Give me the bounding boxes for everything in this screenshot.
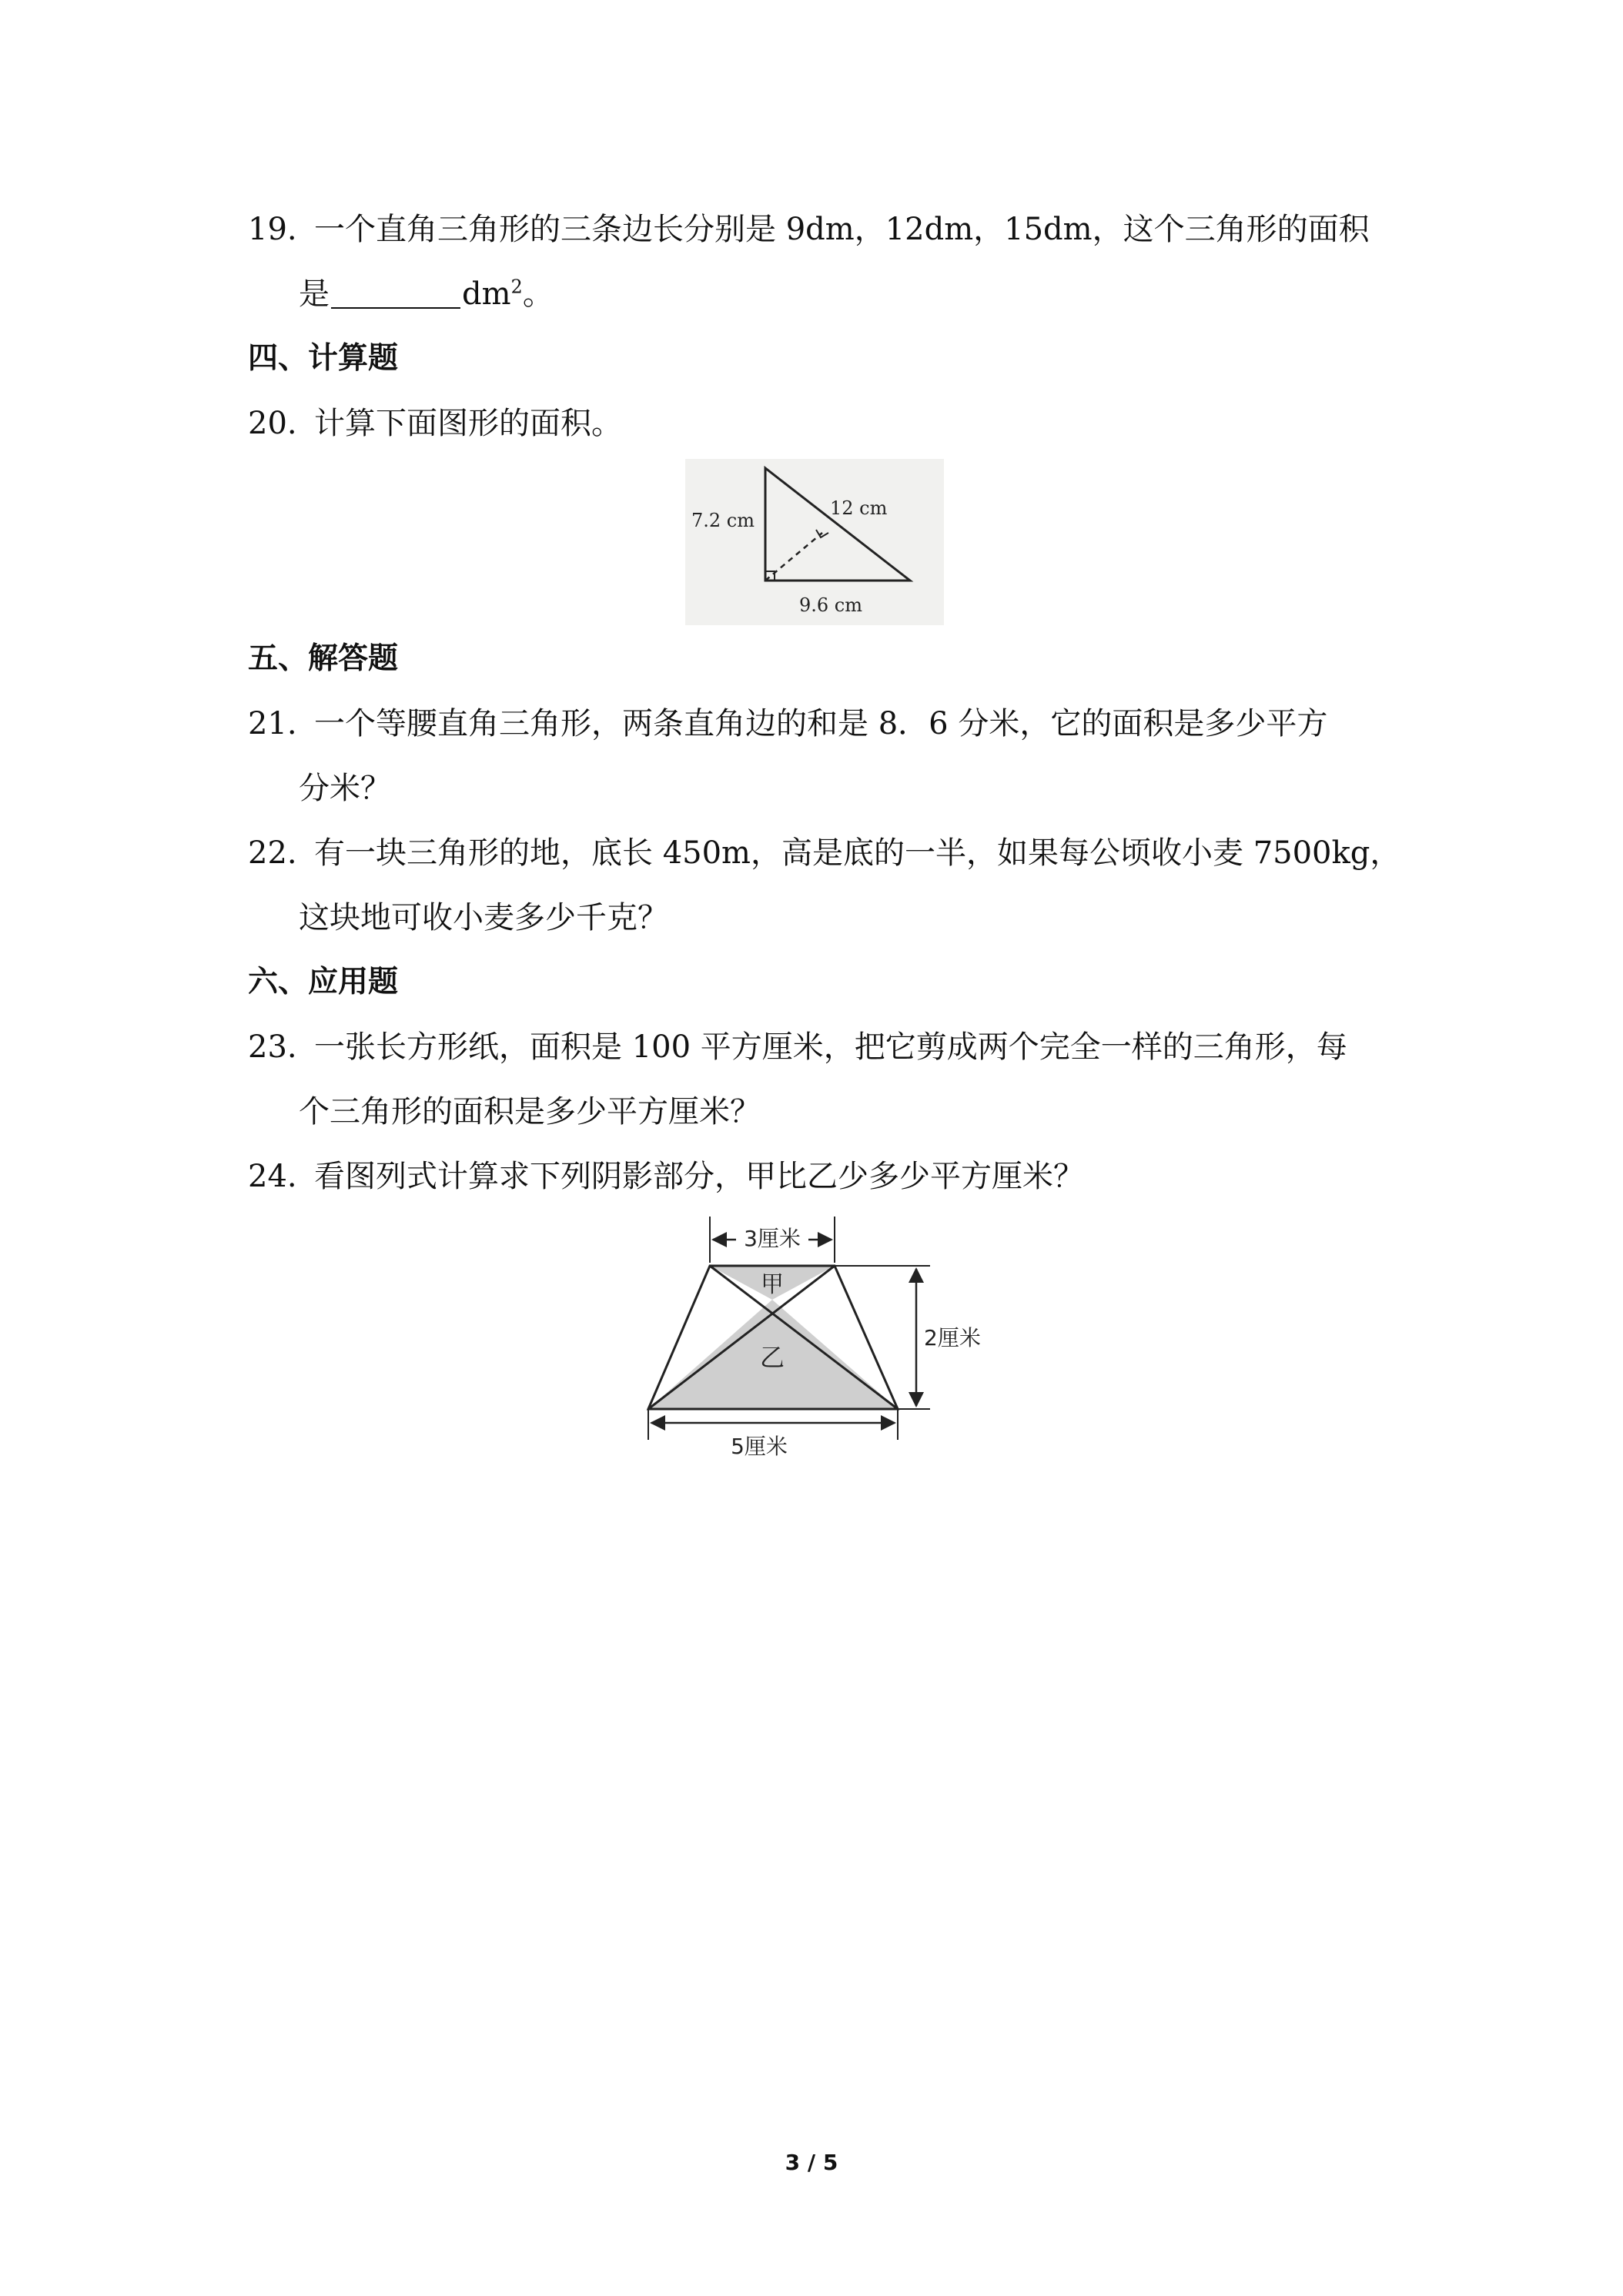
top-dimension-label: 3厘米 — [744, 1226, 801, 1251]
question-number: 20. — [248, 406, 297, 441]
figure-right-triangle — [685, 459, 944, 625]
question-text-suffix: 。 — [522, 276, 554, 312]
figure-trapezoid — [636, 1209, 1006, 1468]
section-heading-calculation: 四、计算题 — [248, 341, 399, 376]
question-text: 分米？ — [299, 771, 391, 806]
question-text: 一个直角三角形的三条边长分别是 9dm，12dm，15dm，这个三角形的面积 — [314, 212, 1370, 247]
left-side-label: 7.2 cm — [691, 510, 755, 531]
question-text: 一个等腰直角三角形，两条直角边的和是 8．6 分米，它的面积是多少平方 — [314, 706, 1328, 741]
question-text: 有一块三角形的地，底长 450m，高是底的一半，如果每公顷收小麦 7500kg， — [314, 835, 1401, 871]
section-heading-application: 六、应用题 — [248, 965, 399, 999]
question-text: 计算下面图形的面积。 — [314, 406, 622, 441]
question-text-prefix: 是 — [299, 276, 330, 312]
unit-exponent: 2 — [510, 276, 523, 298]
region-label-jia: 甲 — [761, 1271, 784, 1298]
hypotenuse-label: 12 cm — [830, 497, 888, 519]
question-text: 一张长方形纸，面积是 100 平方厘米，把它剪成两个完全一样的三角形，每 — [314, 1029, 1347, 1065]
question-number: 22. — [248, 835, 297, 871]
page-number: 3 / 5 — [785, 2150, 838, 2175]
bottom-dimension-label: 5厘米 — [731, 1434, 788, 1459]
question-text: 这块地可收小麦多少千克？ — [299, 900, 668, 935]
question-text: 看图列式计算求下列阴影部分，甲比乙少多少平方厘米？ — [314, 1159, 1084, 1194]
section-heading-answer: 五、解答题 — [248, 641, 399, 676]
question-number: 23. — [248, 1029, 297, 1065]
question-number: 24. — [248, 1159, 297, 1194]
unit: dm — [462, 276, 511, 312]
question-number: 21. — [248, 706, 297, 741]
question-text: 个三角形的面积是多少平方厘米？ — [299, 1094, 761, 1130]
region-label-yi: 乙 — [759, 1343, 785, 1372]
answer-blank[interactable] — [331, 276, 460, 309]
question-number: 19. — [248, 212, 297, 247]
height-dimension-label: 2厘米 — [924, 1325, 981, 1350]
base-label: 9.6 cm — [799, 594, 862, 616]
